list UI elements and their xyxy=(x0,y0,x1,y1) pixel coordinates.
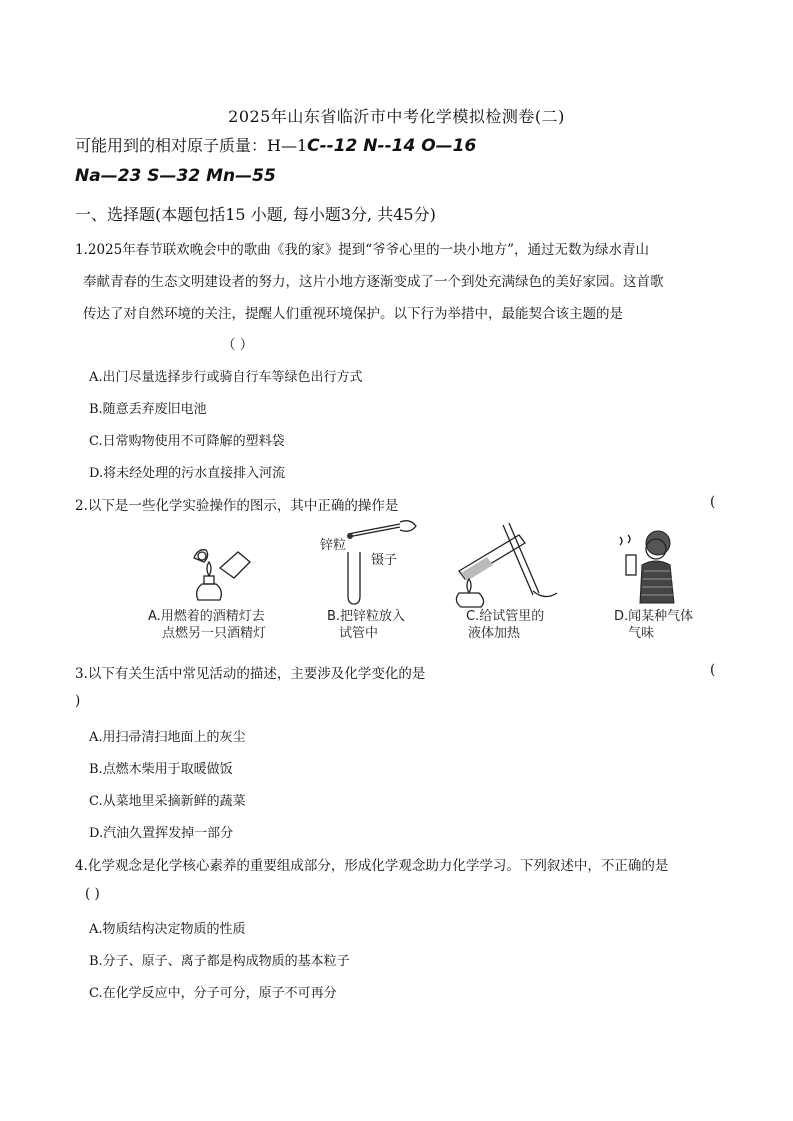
q4-option-a: A.物质结构决定物质的性质 xyxy=(89,922,246,937)
q3-bracket-close: ) xyxy=(75,693,81,709)
figure-a-caption-line-1: A.用燃着的酒精灯去 xyxy=(148,609,265,624)
label-tweezers: 镊子 xyxy=(371,553,398,568)
q2-bracket-open: ( xyxy=(710,494,716,510)
q4-option-b: B.分子、原子、离子都是构成物质的基本粒子 xyxy=(89,954,350,969)
figure-c-caption-line-1: C.给试管里的 xyxy=(466,609,545,624)
figure-d-caption-line-2: 气味 xyxy=(628,626,655,641)
atomic-mass-prefix: 可能用到的相对原子质量：H—1 xyxy=(75,136,308,155)
q3-option-c: C.从菜地里采摘新鲜的蔬菜 xyxy=(89,794,246,809)
figure-d-smelling-illustration xyxy=(610,525,690,605)
q4-stem: 4.化学观念是化学核心素养的重要组成部分，形成化学观念助力化学学习。下列叙述中，不正确的是 xyxy=(75,858,669,874)
atomic-mass-line-2: Na—23 S—32 Mn—55 xyxy=(75,166,276,186)
q1-option-c: C.日常购物使用不可降解的塑料袋 xyxy=(89,434,285,449)
figure-b-caption-line-2: 试管中 xyxy=(339,626,379,641)
figure-c-heating-illustration xyxy=(453,515,568,610)
section-heading: 一、选择题(本题包括15 小题, 每小题3分, 共45分) xyxy=(75,205,436,224)
figure-c-caption-line-2: 液体加热 xyxy=(468,626,521,641)
q3-option-d: D.汽油久置挥发掉一部分 xyxy=(89,826,234,841)
exam-title: 2025年山东省临沂市中考化学模拟检测卷(二) xyxy=(228,107,565,126)
q1-stem-line-3: 传达了对自然环境的关注，提醒人们重视环境保护。以下行为举措中，最能契合该主题的是 xyxy=(83,306,623,322)
figure-d-caption-line-1: D.闻某种气体 xyxy=(614,609,694,624)
figure-a-caption-line-2: 点燃另一只酒精灯 xyxy=(162,626,267,641)
q4-answer-bracket: ( ) xyxy=(85,886,100,902)
q1-stem-line-2: 奉献青春的生态文明建设者的努力，这片小地方逐渐变成了一个到处充满绿色的美好家园。这首歌 xyxy=(83,274,664,290)
q2-stem: 2.以下是一些化学实验操作的图示，其中正确的操作是 xyxy=(75,498,399,514)
q1-answer-bracket: （ ） xyxy=(222,337,254,353)
atomic-mass-line-1 xyxy=(75,133,476,156)
atomic-mass-values: C--12 N--14 O—16 xyxy=(307,136,477,156)
q1-option-d: D.将未经处理的污水直接排入河流 xyxy=(89,466,286,481)
q4-option-c: C.在化学反应中，分子可分，原子不可再分 xyxy=(89,986,337,1001)
figure-b-caption-line-1: B.把锌粒放入 xyxy=(327,609,406,624)
q1-stem-line-1: 1.2025年春节联欢晚会中的歌曲《我的家》提到“爷爷心里的一块小地方”，通过无数为绿水青山 xyxy=(75,242,650,258)
q3-option-b: B.点燃木柴用于取暖做饭 xyxy=(89,762,233,777)
q3-bracket-open: ( xyxy=(710,662,716,678)
q1-option-a: A.出门尽量选择步行或骑自行车等绿色出行方式 xyxy=(89,370,363,385)
q1-option-b: B.随意丢弃废旧电池 xyxy=(89,402,207,417)
q3-stem: 3.以下有关生活中常见活动的描述，主要涉及化学变化的是 xyxy=(75,666,426,682)
label-zinc-pellets: 锌粒 xyxy=(320,538,347,553)
figure-a-lamps-illustration xyxy=(180,540,260,608)
figure-b-test-tube-illustration xyxy=(340,512,420,610)
q3-option-a: A.用扫帚清扫地面上的灰尘 xyxy=(89,730,246,745)
